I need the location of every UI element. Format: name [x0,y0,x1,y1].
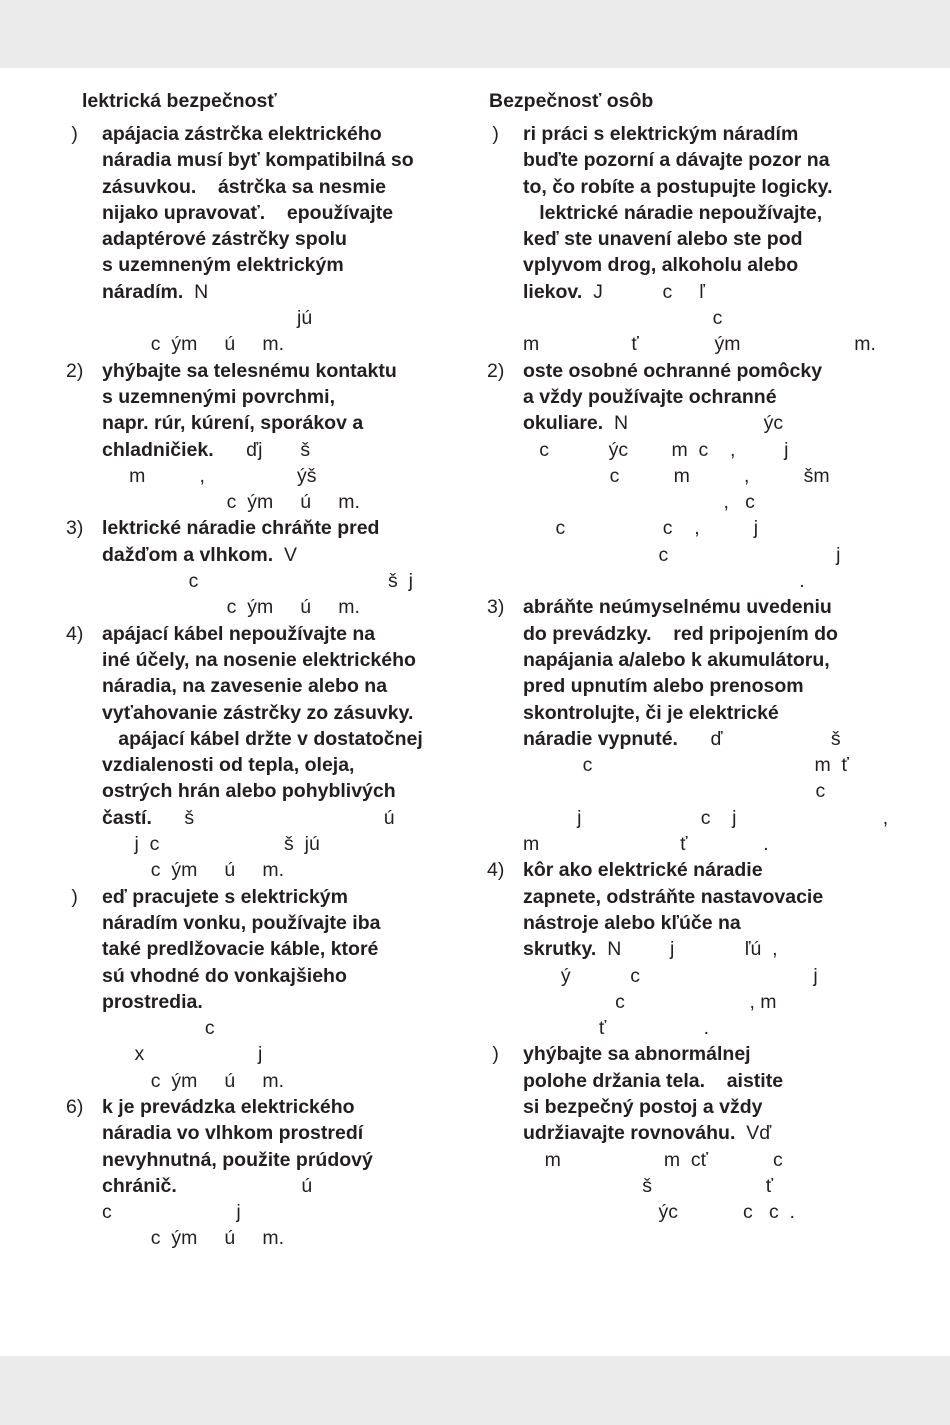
text-line [102,1173,466,1199]
text-line [102,358,466,384]
bold-text: vplyvom drog, alkoholu alebo [523,254,799,277]
text-line [523,252,887,278]
bold-text: skontrolujte, či je elektrické [523,701,779,724]
text-line [102,963,466,989]
text-line [523,1015,887,1041]
regular-text: c [523,307,723,330]
manual-page [0,68,950,1356]
text-line [523,594,887,620]
item-number: 2) [66,359,84,382]
regular-text: c c , j [523,517,759,540]
bold-text: abráňte neúmyselnému uvedeniu [523,596,832,619]
regular-text: c , m [523,990,777,1013]
text-line [102,989,466,1015]
regular-text: c [102,1017,215,1040]
bold-text: zapnete, odstráňte nastavovacie [523,885,824,908]
text-line [102,910,466,936]
bold-text: oste osobné ochranné pomôcky [523,359,823,382]
text-line [102,1120,466,1146]
text-line [102,147,466,173]
bold-text: a vždy používajte ochranné [523,385,777,408]
bold-text: apájací kábel nepoužívajte na [102,622,376,645]
regular-text: ď š [677,727,841,750]
bold-text: náradia vo vlhkom prostredí [102,1122,364,1145]
bold-text: častí. [102,806,152,829]
text-line [102,1068,466,1094]
text-line [523,647,887,673]
list-item [66,358,466,516]
text-line [102,410,466,436]
text-line [102,515,466,541]
regular-text: J c ľ [582,280,705,303]
regular-text: N ýc [603,412,784,435]
text-line [523,568,887,594]
list-item [487,594,887,857]
item-number: 6) [66,1095,84,1118]
regular-text: c š j [102,570,413,593]
regular-text: j c j , [523,806,889,829]
regular-text: š ú [151,806,395,829]
item-number: ) [66,885,78,908]
text-line [523,1120,887,1146]
bold-text: si bezpečný postoj a vždy [523,1095,763,1118]
bold-text: chladničiek. [102,438,214,461]
item-number: ) [487,1043,499,1066]
bold-text: polohe držania tela. aistite [523,1069,784,1092]
text-line [102,647,466,673]
text-line [102,1041,466,1067]
bold-text: k je prevádzka elektrického [102,1095,355,1118]
regular-text: V [273,543,297,566]
regular-text: . [523,570,805,593]
bold-text: liekov. [523,280,583,303]
list-item [66,621,466,884]
regular-text: c ým ú m. [102,1069,285,1092]
bold-text: to, čo robíte a postupujte logicky. [523,175,833,198]
regular-text: c m , šm [523,464,830,487]
regular-text: c ýc m c , j [523,438,789,461]
text-line [523,1068,887,1094]
regular-text: m ť ým m. [523,333,876,356]
bold-text: náradia, na zavesenie alebo na [102,675,388,698]
text-line [102,463,466,489]
text-line [102,831,466,857]
item-number: 3) [66,517,84,540]
text-line [102,1094,466,1120]
text-line [102,542,466,568]
text-line [523,305,887,331]
section-heading-personal-safety: Bezpečnosť osôb [489,90,654,112]
bold-text: okuliare. [523,412,604,435]
item-number: 4) [487,859,505,882]
bold-text: yhýbajte sa abnormálnej [523,1043,751,1066]
text-line [523,542,887,568]
bold-text: skrutky. [523,938,597,961]
text-line [102,884,466,910]
bold-text: buďte pozorní a dávajte pozor na [523,149,830,172]
bold-text: nevyhnutná, použite prúdový [102,1148,373,1171]
bold-text: chránič. [102,1174,177,1197]
regular-text: c [523,780,826,803]
bold-text: do prevádzky. red pripojením do [523,622,838,645]
text-line [523,621,887,647]
list-item [487,121,887,358]
bold-text: náradie vypnuté. [523,727,678,750]
text-line [102,489,466,515]
regular-text: m ť . [523,833,769,856]
bold-text: adaptérové zástrčky spolu [102,228,347,251]
bold-text: napr. rúr, kúrení, sporákov a [102,412,364,435]
text-line [102,726,466,752]
regular-text: j c š jú [102,833,320,856]
list-item [66,515,466,620]
section-heading-electrical-safety: lektrická bezpečnosť [82,90,277,112]
regular-text: jú [102,307,313,330]
text-line [523,331,887,357]
bold-text: s uzemnenými povrchmi, [102,385,335,408]
text-line [523,174,887,200]
regular-text: Vď [735,1122,772,1145]
text-line [102,673,466,699]
text-line [523,910,887,936]
text-line [102,279,466,305]
regular-text: š ť [523,1174,774,1197]
bold-text: prostredia. [102,990,203,1013]
text-line [102,594,466,620]
text-line [102,778,466,804]
text-line [523,673,887,699]
bold-text: náradím vonku, používajte iba [102,911,381,934]
regular-text: c ým ú m. [102,491,360,514]
text-line [102,1225,466,1251]
regular-text: x j [102,1043,263,1066]
text-line [523,1041,887,1067]
text-line [523,1094,887,1120]
bold-text: dažďom a vlhkom. [102,543,274,566]
text-line [523,384,887,410]
bold-text: nijako upravovať. epoužívajte [102,201,394,224]
text-line [523,463,887,489]
regular-text: m , ýš [102,464,317,487]
list-item [66,884,466,1094]
text-line [102,200,466,226]
text-line [523,121,887,147]
bold-text: vzdialenosti od tepla, oleja, [102,754,355,777]
bold-text: pred upnutím alebo prenosom [523,675,804,698]
text-line [102,252,466,278]
bold-text: ostrých hrán alebo pohyblivých [102,780,396,803]
bold-text: náradia musí byť kompatibilná so [102,149,414,172]
text-line [102,752,466,778]
text-line [523,437,887,463]
list-item [66,1094,466,1252]
regular-text: c ým ú m. [102,1227,285,1250]
regular-text: ú [176,1174,313,1197]
list-item [487,857,887,1041]
bold-text: keď ste unavení alebo ste pod [523,228,803,251]
text-line [523,1147,887,1173]
text-line [102,1015,466,1041]
text-line [102,226,466,252]
regular-text: m m cť c [523,1148,783,1171]
regular-text: c m ť [523,754,849,777]
item-number: 2) [487,359,505,382]
bold-text: apájacia zástrčka elektrického [102,123,382,145]
bold-text: ri práci s elektrickým náradím [523,123,799,145]
item-number: ) [487,123,499,145]
text-line [523,726,887,752]
regular-text: , c [523,491,755,514]
list-item [487,358,887,595]
regular-text: N [183,280,209,303]
text-line [102,1199,466,1225]
text-line [523,700,887,726]
bold-text: kôr ako elektrické náradie [523,859,763,882]
bold-text: lektrické náradie chráňte pred [102,517,380,540]
bold-text: s uzemneným elektrickým [102,254,344,277]
item-number: 4) [66,622,84,645]
text-line [523,963,887,989]
text-line [523,884,887,910]
bold-text: napájania a/alebo k akumulátoru, [523,648,830,671]
text-line [523,1199,887,1225]
bold-text: nástroje alebo kľúče na [523,911,741,934]
text-line [523,515,887,541]
item-number: 3) [487,596,505,619]
list-item [66,121,466,358]
text-line [523,989,887,1015]
regular-text: ďj š [213,438,311,461]
text-line [102,568,466,594]
text-line [102,700,466,726]
text-line [102,305,466,331]
list-item [487,1041,887,1225]
text-line [102,857,466,883]
text-line [102,384,466,410]
left-column [66,88,466,1252]
regular-text: c j [102,1201,241,1224]
bold-text: náradím. [102,280,184,303]
text-line [523,778,887,804]
bold-text: sú vhodné do vonkajšieho [102,964,347,987]
regular-text: c ým ú m. [102,859,285,882]
item-number: ) [66,123,78,145]
regular-text: c ým ú m. [102,333,285,356]
text-line [523,752,887,778]
text-line [523,489,887,515]
bold-text: lektrické náradie nepoužívajte, [523,201,823,224]
bold-text: eď pracujete s elektrickým [102,885,348,908]
text-line [102,805,466,831]
text-line [102,121,466,147]
text-line [523,857,887,883]
text-line [102,621,466,647]
text-line [102,331,466,357]
regular-text: ť . [523,1017,710,1040]
bold-text: vyťahovanie zástrčky zo zásuvky. [102,701,414,724]
bold-text: udržiavajte rovnováhu. [523,1122,736,1145]
bold-text: zásuvkou. ástrčka sa nesmie [102,175,386,198]
regular-text: ýc c c . [523,1201,795,1224]
bold-text: apájací kábel držte v dostatočnej [102,727,423,750]
text-line [523,200,887,226]
regular-text: ý c j [523,964,818,987]
text-line [523,936,887,962]
text-line [523,226,887,252]
text-line [523,410,887,436]
regular-text: N j ľú , [596,938,778,961]
bold-text: iné účely, na nosenie elektrického [102,648,416,671]
regular-text: c ým ú m. [102,596,360,619]
text-line [102,936,466,962]
text-line [523,1173,887,1199]
text-line [102,1147,466,1173]
text-line [523,147,887,173]
text-line [523,279,887,305]
text-line [102,174,466,200]
text-line [523,805,887,831]
text-line [102,437,466,463]
text-line [523,831,887,857]
bold-text: také predlžovacie káble, ktoré [102,938,379,961]
bold-text: yhýbajte sa telesnému kontaktu [102,359,397,382]
regular-text: c j [523,543,841,566]
text-line [523,358,887,384]
right-column [487,88,887,1225]
